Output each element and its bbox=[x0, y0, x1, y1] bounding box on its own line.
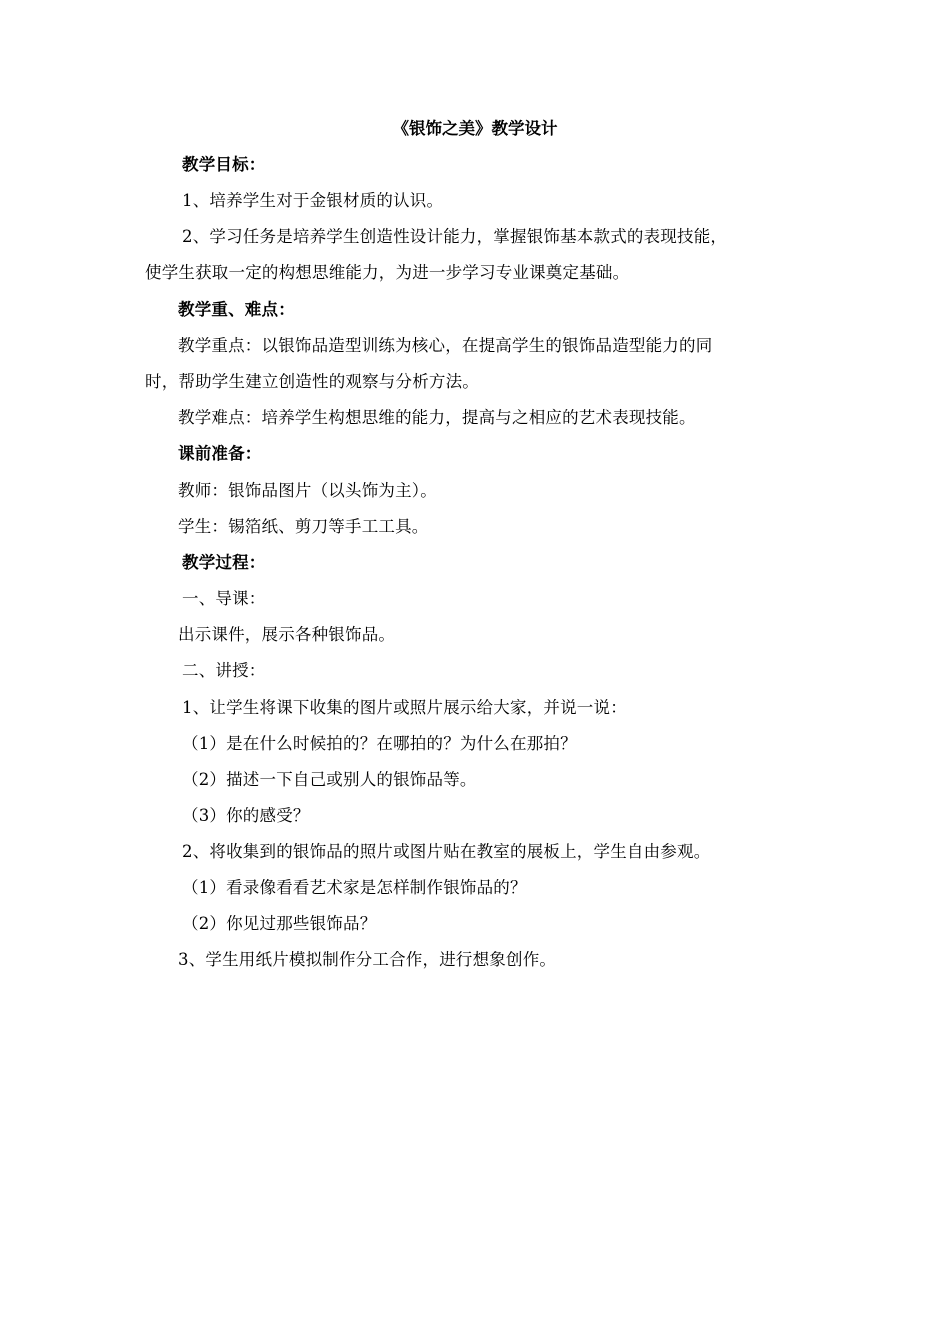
key-point-line2: 时，帮助学生建立创造性的观察与分析方法。 bbox=[145, 372, 479, 391]
student-preparation: 学生：锡箔纸、剪刀等手工工具。 bbox=[178, 517, 429, 536]
step-1-question-2: （2）描述一下自己或别人的银饰品等。 bbox=[182, 770, 477, 789]
objective-2-line2: 使学生获取一定的构想思维能力，为进一步学习专业课奠定基础。 bbox=[145, 263, 630, 282]
objectives-heading: 教学目标： bbox=[182, 155, 266, 174]
step-2-question-1: （1）看录像看看艺术家是怎样制作银饰品的？ bbox=[182, 878, 527, 897]
teacher-preparation: 教师：银饰品图片（以头饰为主）。 bbox=[178, 481, 437, 500]
objective-2-line1: 2、学习任务是培养学生创造性设计能力，掌握银饰基本款式的表现技能， bbox=[182, 227, 728, 246]
step-3: 3、学生用纸片模拟制作分工合作，进行想象创作。 bbox=[178, 950, 557, 969]
process-heading: 教学过程： bbox=[182, 553, 266, 572]
step-1-question-1: （1）是在什么时候拍的？在哪拍的？为什么在那拍？ bbox=[182, 734, 577, 753]
objective-1: 1、培养学生对于金银材质的认识。 bbox=[182, 191, 444, 210]
section-2-heading: 二、讲授： bbox=[182, 661, 266, 680]
key-points-heading: 教学重、难点： bbox=[178, 300, 295, 319]
section-1-heading: 一、导课： bbox=[182, 589, 266, 608]
step-2-question-2: （2）你见过那些银饰品？ bbox=[182, 914, 377, 933]
difficulty: 教学难点：培养学生构想思维的能力，提高与之相应的艺术表现技能。 bbox=[178, 408, 696, 427]
preparation-heading: 课前准备： bbox=[178, 444, 262, 463]
section-1-text: 出示课件，展示各种银饰品。 bbox=[178, 625, 396, 644]
key-point-line1: 教学重点：以银饰品造型训练为核心，在提高学生的银饰品造型能力的同 bbox=[178, 336, 713, 355]
document-title: 《银饰之美》教学设计 bbox=[392, 119, 558, 138]
step-1: 1、让学生将课下收集的图片或照片展示给大家，并说一说： bbox=[182, 698, 627, 717]
step-1-question-3: （3）你的感受？ bbox=[182, 806, 310, 825]
step-2: 2、将收集到的银饰品的照片或图片贴在教室的展板上，学生自由参观。 bbox=[182, 842, 711, 861]
